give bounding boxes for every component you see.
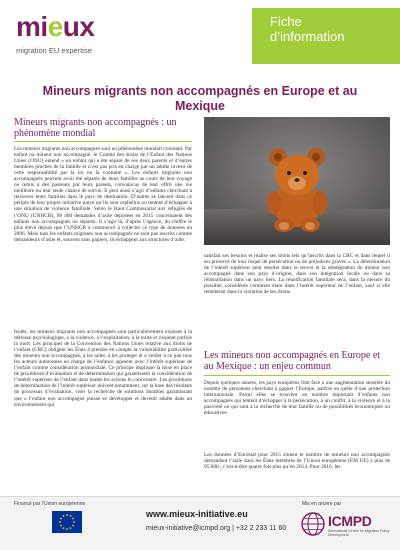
paragraph-global-2: Isolés, les mineurs migrants non accompagnés sont particulièrement exposés à la détresse psychologique, à la violence, à l’exploitation, à la traite et risquent parfois la mort. Les principes de la Convention des Nations Unies relative aux droits de l’enfant (CRC) obligent les États à prendre en compte la vulnérabilité particulière des mineurs non accompagnés, à les aider, à les protéger et à veiller à ce que tous les acteurs autonomes en charge de l’enfance agissent avec l’intérêt supérieur de l’enfant comme considération primordiale. Ce principe implique la mise en place de procédures d’évaluation et de détermination qui garantissent la considération de l’intérêt supérieur de l’enfant dans toutes les actions le concernant. Les procédures de détermination de l’intérêt supérieur doivent notamment, sur la base des résultats du processus d’évaluation, viser la recherche de solutions durables garantissant que « l’enfant non accompagné puisse se développer et devenir adulte dans un environnement qui (14, 329, 192, 408)
paragraph-europe-2: Les données d’Eurostat pour 2015 situent le nombre de mineurs non accompagnés demandant l’asile dans les États membres de l’Union européenne (EM UE) à plus de 95 000 ; c’est-à-dire quatre fois plus qu’en 2014. Pour 2016, les (204, 452, 390, 471)
banner-line-2: d’information (270, 29, 345, 44)
icmpd-name: ICMPD (328, 513, 372, 529)
fact-sheet-banner (252, 8, 400, 64)
section-divider (14, 141, 192, 142)
website-link[interactable]: www.mieux-initiative.eu (146, 509, 248, 519)
page-header (0, 0, 400, 72)
logo-wordmark: mieux (16, 11, 95, 42)
document-title (30, 84, 370, 114)
paragraph-global-1: Les mineurs migrants non accompagnés sont un phénomène mondial croissant. Par enfant ou mineur non accompagné, le Comité des droits de l’Enfant des Nations Unies (ONU) entend « un enfant qui a été séparé de ses deux parents et d’autres membres proches de la famille et n’est pas pris en charge par un adulte investi de cette responsabilité par la loi ou la coutume ». Les enfants migrants non accompagnés peuvent avoir été séparés de leurs familles au cours de leur voyage ou remis à des passeurs par leurs parents, convaincus de leur offrir une vie meilleure ou leur seule chance de survie. Il peut aussi s’agir d’enfants cherchant à retrouver leurs familles dans le pays de destination. D’autres se lancent dans ce périple de leur propre initiative parce qu’ils sont orphelins ou tentent d’échapper à une situation de violence familiale. Selon le Haut Commissariat aux réfugiés de l’ONU (UNHCR), 98 400 demandes d’asile déposées en 2015 concernaient des enfants non accompagnés ou séparés. Il s’agit là, d’après l’agence, du chiffre le plus élevé depuis que l’UNHCR a commencé à collecter ce type de données en 2006. Mais tous les enfants migrants non accompagnés ne sont pas inscrits comme demandeurs d’asile et, souvent sans papiers, ils échappent aux structures d’aide. (14, 146, 192, 243)
banner-line-1: Fiche (270, 14, 302, 29)
icmpd-subtitle: International Centre for Migration Policy Development (328, 529, 390, 537)
icmpd-logo (300, 511, 392, 541)
teddy-bear-photo (204, 117, 390, 245)
paragraph-europe-1: Depuis quelques années, les pays européens font face à une augmentation sensible du nombre de personnes cherchant à gagner l’Europe, parfois en quête d’une protection internationale. Parmi elles se trouvent un nombre important d’enfants non accompagnés qui tentent d’échapper à la persécution, à un conflit, à la violence et à la pauvreté ou qui sont à la recherche de leur famille ou de possibilités économiques ou éducatives. (204, 380, 390, 417)
page-footer (0, 496, 400, 550)
icmpd-globe-icon (300, 511, 326, 537)
logo-tagline: migration EU expertise (16, 46, 92, 55)
paragraph-global-2-continued: satisfait ses besoins et réalise ses droits tels qu’inscrits dans la CRC et dans lequel il est préservé de tout risque de persécution ou de préjudices graves ». La détermination de l’intérêt supérieur peut résulter dans le renvoi et la réintégration du mineur non accompagné dans son pays d’origine, dans son intégration locale ou dans sa réinstallation dans un pays tiers. La réunification familiale sera, dans la mesure du possible, considérée comment étant dans l’intérêt supérieur de l’enfant, sauf si elle reméterait dans la violation de ses droits. (204, 253, 390, 296)
title-line-1: Mineurs migrants non accompagnés en Europe et au (42, 84, 358, 98)
funded-by-label: Financé par l’Union européenne (14, 501, 86, 507)
title-line-2: Mexique (174, 99, 225, 113)
section-heading-global: Mineurs migrants non accompagnés : un phénomène mondial (14, 117, 177, 139)
section-divider (204, 375, 390, 376)
mieux-logo (16, 12, 136, 62)
section-heading-europe-mexico: Les mineurs non accompagnés en Europe et au Mexique : un enjeu commun (204, 350, 381, 372)
eu-flag-icon (52, 511, 82, 533)
contact-info[interactable]: mieux-initiative@icmpd.org | +32 2 233 11 60 (146, 525, 287, 532)
implemented-by-label: Mis en œuvre par (302, 501, 342, 507)
